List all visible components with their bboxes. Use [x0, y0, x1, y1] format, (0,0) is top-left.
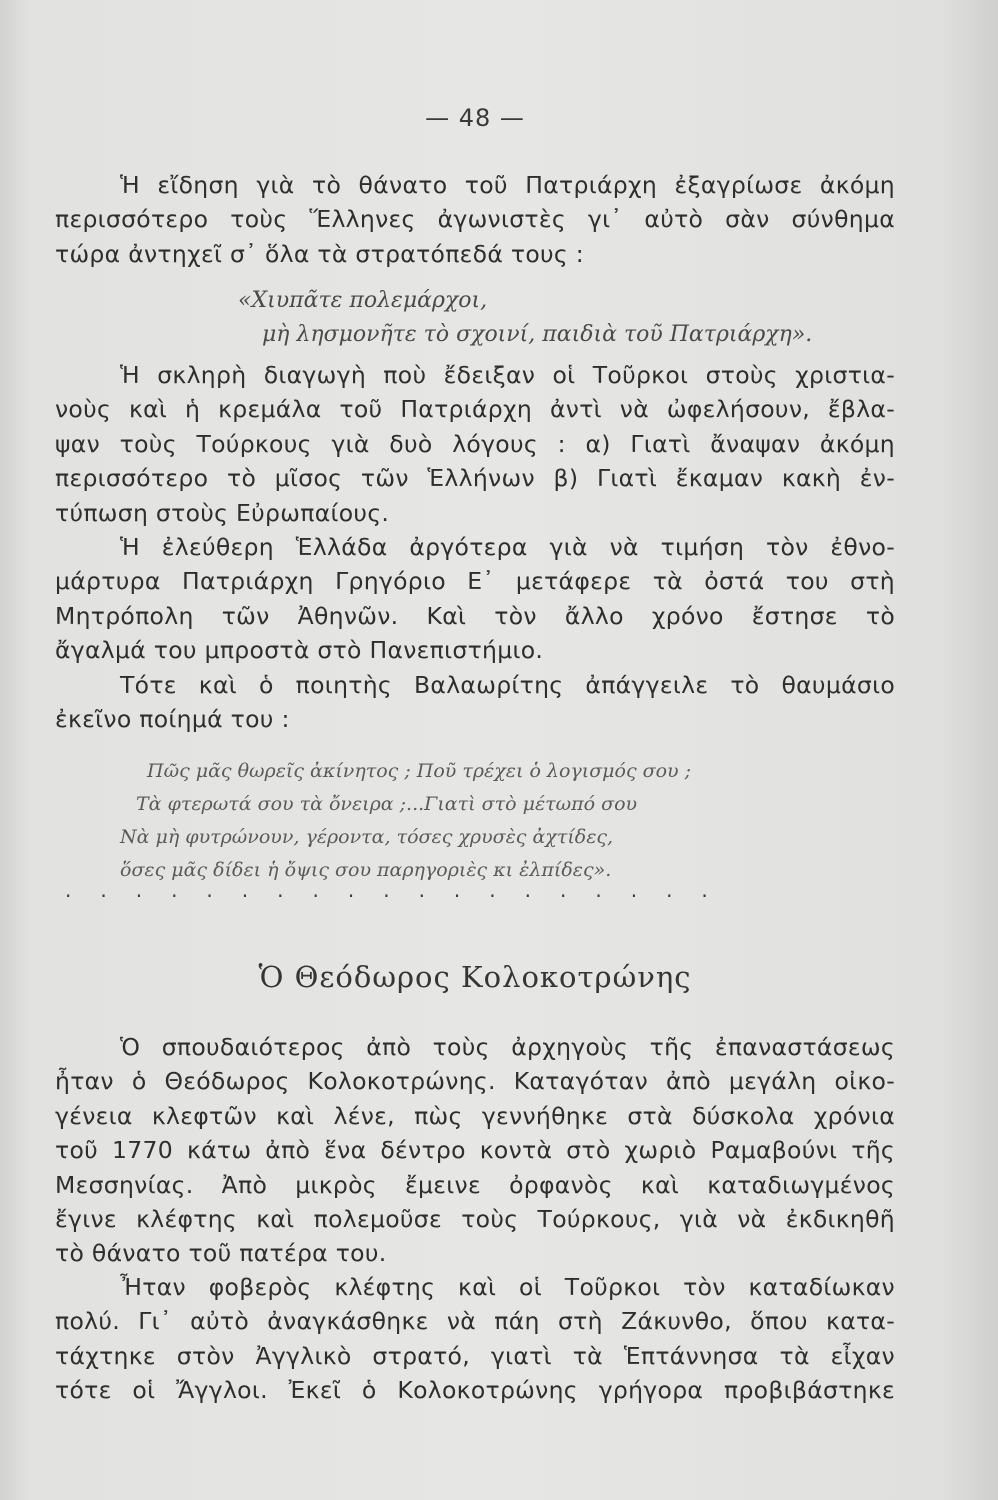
text-line: τοῦ 1770 κάτω ἀπὸ ἕνα δέντρο κοντὰ στὸ χωριὸ Ραμαβούνι τῆς	[55, 1136, 895, 1165]
text-line: πολύ. Γι᾽ αὐτὸ ἀναγκάσθηκε νὰ πάη στὴ Ζάκυνθο, ὅπου κατα-	[55, 1307, 895, 1336]
text-line: Ἡ ἐλεύθερη Ἑλλάδα ἀργότερα γιὰ νὰ τιμήση τὸν ἐθνο-	[120, 533, 895, 561]
verse-line: Τὰ φτερωτά σου τὰ ὄνειρα ;...Γιατὶ στὸ μέτωπό σου	[136, 793, 638, 815]
text-line: γένεια κλεφτῶν καὶ λένε, πὼς γεννήθηκε στὰ δύσκολα χρόνια	[55, 1101, 895, 1130]
text-line: ἐκεῖνο ποίημά του :	[55, 705, 290, 734]
text-line: ἄγαλμά του μπροστὰ στὸ Πανεπιστήμιο.	[55, 636, 544, 665]
paragraph-free-greece	[55, 530, 895, 668]
section-title: Ὁ Θεόδωρος Κολοκοτρώνης	[258, 960, 692, 994]
text-line: τὸ θάνατο τοῦ πατέρα του.	[55, 1239, 387, 1268]
paragraph-death-news	[55, 168, 895, 271]
verse-line: «Χιυπᾶτε πολεμάρχοι,	[238, 288, 488, 313]
paragraph-valaoritis	[55, 668, 895, 737]
text-line: Ἡ σκληρὴ διαγωγὴ ποὺ ἔδειξαν οἱ Τοῦρκοι στοὺς χριστια-	[120, 361, 895, 389]
text-line: Ἡ εἴδηση γιὰ τὸ θάνατο τοῦ Πατριάρχη ἐξαγρίωσε ἀκόμη	[120, 171, 895, 199]
paragraph-harsh-conduct	[55, 358, 895, 530]
text-line: ἦταν ὁ Θεόδωρος Κολοκοτρώνης. Καταγόταν ἀπὸ μεγάλη οἰκο-	[55, 1067, 895, 1096]
text-line: ψαν τοὺς Τούρκους γιὰ δυὸ λόγους : α) Γιατὶ ἄναψαν ἀκόμη	[55, 429, 895, 458]
text-line: περισσότερο τὸ μῖσος τῶν Ἑλλήνων β) Γιατὶ ἔκαμαν κακὴ ἐν-	[55, 464, 895, 493]
verse-klephts	[0, 284, 998, 352]
text-line: Τότε καὶ ὁ ποιητὴς Βαλαωρίτης ἀπάγγειλε τὸ θαυμάσιο	[120, 671, 895, 699]
text-line: Ἦταν φοβερὸς κλέφτης καὶ οἱ Τοῦρκοι τὸν καταδίωκαν	[120, 1273, 895, 1301]
text-line: ἔγινε κλέφτης καὶ πολεμοῦσε τοὺς Τούρκους, γιὰ νὰ ἐκδικηθῆ	[55, 1205, 895, 1234]
text-line: μάρτυρα Πατριάρχη Γρηγόριο Ε᾽ μετάφερε τὰ ὀστά του στὴ	[55, 567, 895, 596]
paragraph-kolokotronis-origin	[55, 1030, 895, 1271]
verse-valaoritis	[0, 755, 998, 887]
text-line: τότε οἱ Ἄγγλοι. Ἐκεῖ ὁ Κολοκοτρώνης γρήγορα προβιβάστηκε	[55, 1376, 895, 1405]
text-line: περισσότερο τοὺς Ἕλληνες ἀγωνιστὲς γι᾽ αὐτὸ σὰν σύνθημα	[55, 205, 895, 234]
text-line: τύπωση στοὺς Εὐρωπαίους.	[55, 498, 390, 527]
text-line: Μητρόπολη τῶν Ἀθηνῶν. Καὶ τὸν ἄλλο χρόνο ἔστησε τὸ	[55, 601, 895, 630]
verse-line: ὅσες μᾶς δίδει ἡ ὄψις σου παρηγοριὲς κι ἐλπίδες».	[120, 859, 612, 881]
ellipsis-divider: ...................	[65, 878, 737, 902]
text-line: τώρα ἀντηχεῖ σ᾽ ὅλα τὰ στρατόπεδά τους :	[55, 239, 584, 268]
text-line: τάχτηκε στὸν Ἀγγλικὸ στρατό, γιατὶ τὰ Ἑπτάννησα τὰ εἶχαν	[55, 1341, 895, 1370]
text-line: νοὺς καὶ ἡ κρεμάλα τοῦ Πατριάρχη ἀντὶ νὰ ὠφελήσουν, ἔβλα-	[55, 395, 895, 424]
text-line: Ὁ σπουδαιότερος ἀπὸ τοὺς ἀρχηγοὺς τῆς ἐπαναστάσεως	[120, 1033, 895, 1061]
text-line: Μεσσηνίας. Ἀπὸ μικρὸς ἔμεινε ὀρφανὸς καὶ καταδιωγμένος	[55, 1170, 895, 1199]
page-number: — 48 —	[425, 104, 525, 132]
paragraph-zakynthos	[55, 1270, 895, 1408]
verse-line: Πῶς μᾶς θωρεῖς ἀκίνητος ; Ποῦ τρέχει ὁ λογισμός σου ;	[147, 760, 692, 782]
verse-line: Νὰ μὴ φυτρώνουν, γέροντα, τόσες χρυσὲς ἀχτίδες,	[120, 826, 614, 848]
verse-line: μὴ λησμονῆτε τὸ σχοινί, παιδιὰ τοῦ Πατριάρχη».	[262, 322, 813, 347]
